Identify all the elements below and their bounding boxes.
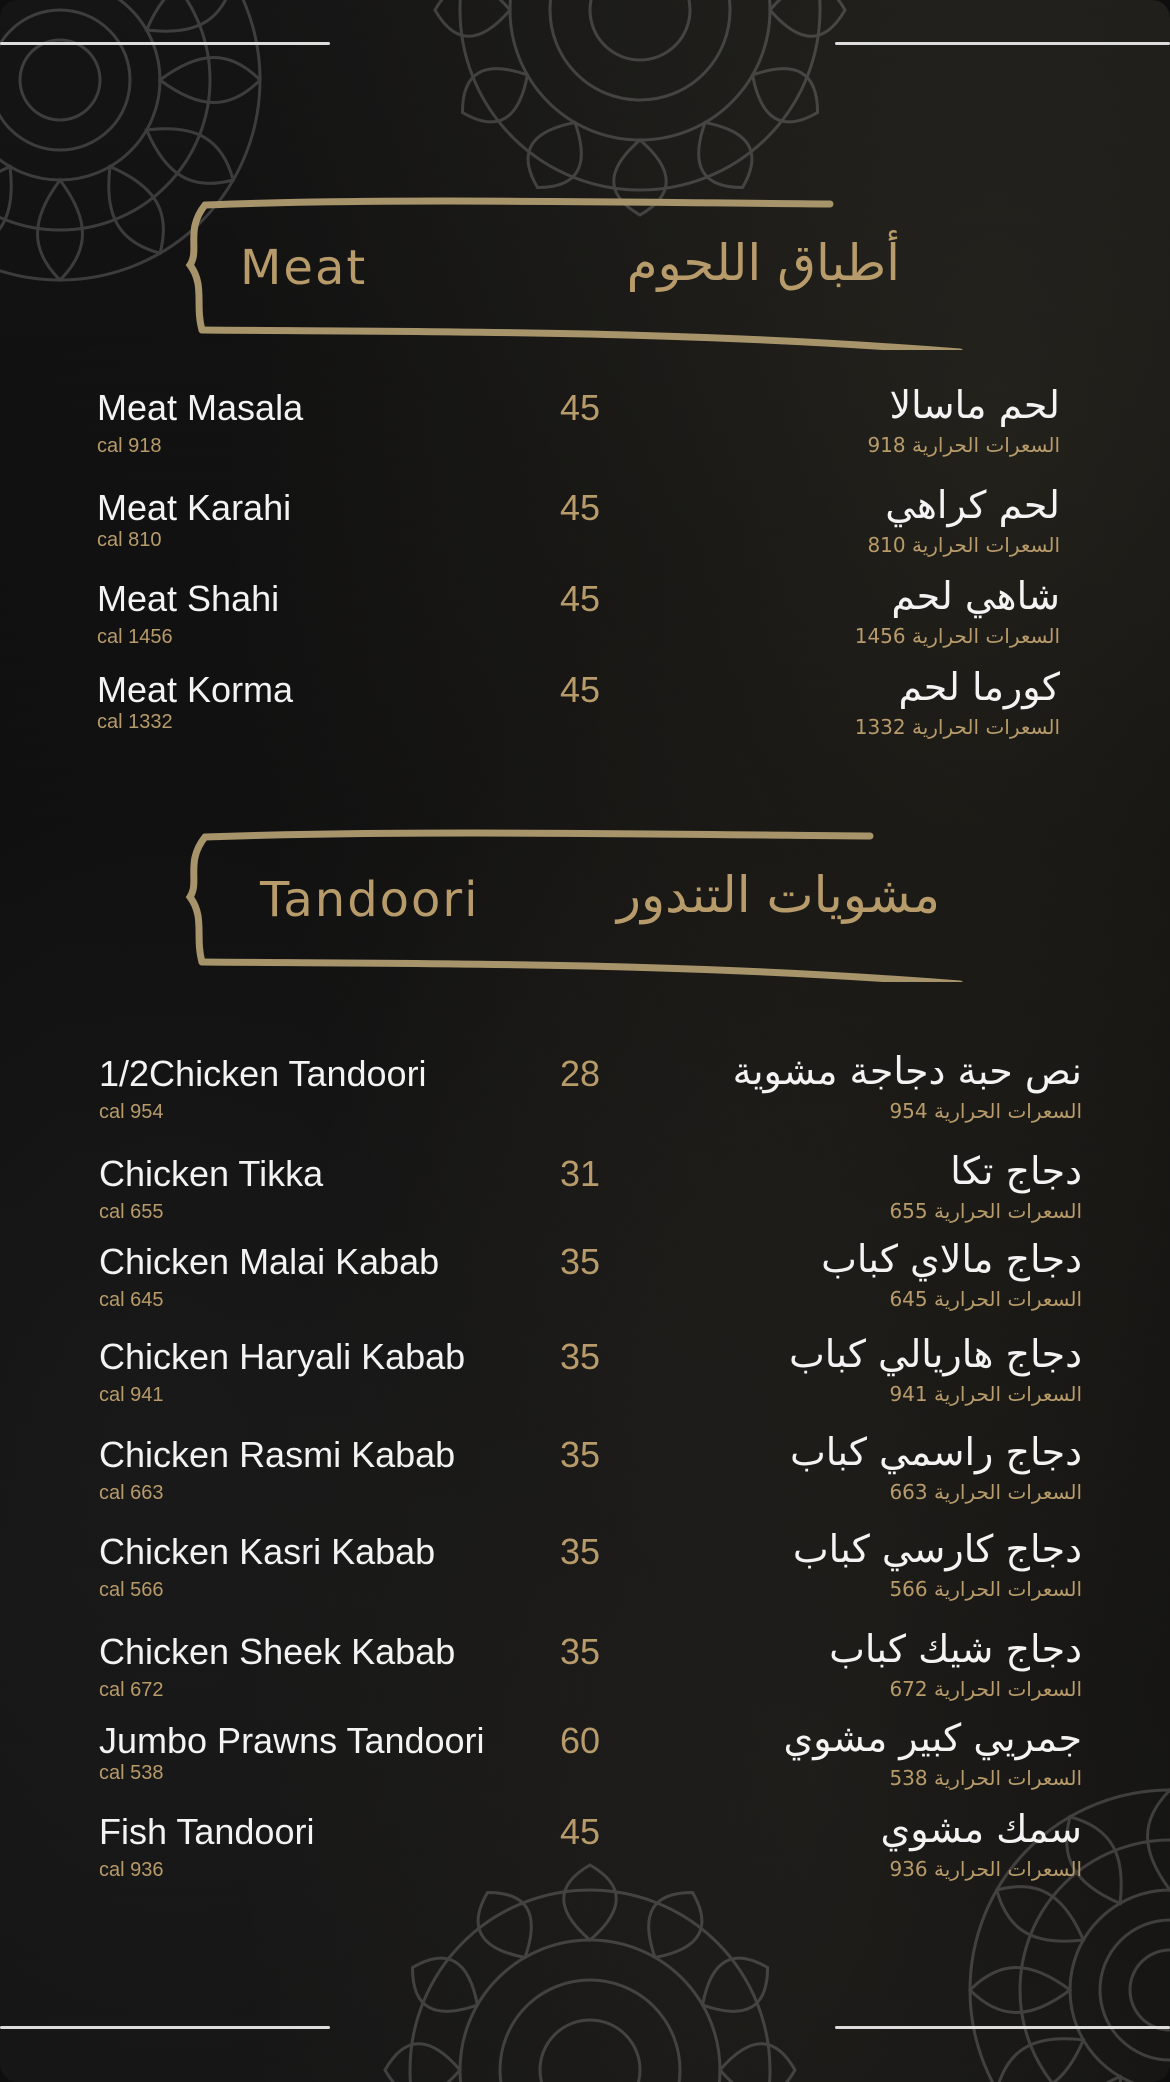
section-banner-tandoori <box>180 822 970 982</box>
bottom-right-rule <box>835 2026 1170 2029</box>
item-name-en: Chicken Tikka <box>99 1153 324 1194</box>
item-calories-en: cal 672 <box>99 1679 164 1701</box>
item-price: 35 <box>560 1241 601 1282</box>
item-calories-en: cal 645 <box>99 1289 164 1311</box>
item-name-en: Jumbo Prawns Tandoori <box>99 1720 485 1761</box>
menu-item <box>0 383 1170 487</box>
item-price: 45 <box>560 487 601 528</box>
menu-item <box>0 483 1170 587</box>
item-price: 45 <box>560 669 601 710</box>
item-calories-en: cal 566 <box>99 1579 164 1601</box>
menu-item <box>0 1430 1170 1534</box>
item-calories-ar: السعرات الحرارية 1332 <box>854 715 1060 739</box>
item-calories-ar: السعرات الحرارية 954 <box>889 1099 1082 1123</box>
section-title-ar: مشويات التندور <box>616 866 940 924</box>
section-title-en: Tandoori <box>260 872 480 928</box>
menu-item <box>0 1807 1170 1911</box>
item-price: 35 <box>560 1434 601 1475</box>
item-calories-ar: السعرات الحرارية 538 <box>889 1766 1082 1790</box>
item-price: 28 <box>560 1053 601 1094</box>
item-name-ar: دجاج هاريالي كباب <box>789 1332 1082 1376</box>
item-calories-ar: السعرات الحرارية 941 <box>889 1382 1082 1406</box>
item-calories-ar: السعرات الحرارية 566 <box>889 1577 1082 1601</box>
mandala-top-center-ornament <box>430 0 850 220</box>
item-price: 45 <box>560 1811 601 1852</box>
item-calories-en: cal 810 <box>97 529 162 551</box>
item-name-ar: لحم كراهي <box>885 483 1060 527</box>
menu-item <box>0 1332 1170 1436</box>
item-price: 45 <box>560 387 601 428</box>
item-name-ar: سمك مشوي <box>880 1807 1082 1851</box>
top-left-rule <box>0 42 330 45</box>
item-calories-ar: السعرات الحرارية 918 <box>867 433 1060 457</box>
item-price: 35 <box>560 1531 601 1572</box>
item-name-en: Chicken Sheek Kabab <box>99 1631 456 1672</box>
item-name-ar: دجاج راسمي كباب <box>790 1430 1082 1474</box>
menu-item <box>0 1527 1170 1631</box>
item-price: 35 <box>560 1631 601 1672</box>
item-calories-ar: السعرات الحرارية 645 <box>889 1287 1082 1311</box>
menu-item <box>0 574 1170 678</box>
menu-item <box>0 665 1170 769</box>
item-name-ar: دجاج تكا <box>950 1149 1082 1193</box>
item-name-en: Chicken Haryali Kabab <box>99 1336 466 1377</box>
item-calories-ar: السعرات الحرارية 655 <box>889 1199 1082 1223</box>
item-name-ar: لحم ماسالا <box>889 383 1060 427</box>
menu-item <box>0 1049 1170 1153</box>
item-price: 45 <box>560 578 601 619</box>
section-title-ar: أطباق اللحوم <box>626 234 900 292</box>
item-name-ar: نص حبة دجاجة مشوية <box>732 1049 1082 1093</box>
item-name-ar: جمريي كبير مشوي <box>783 1716 1082 1760</box>
item-name-en: 1/2Chicken Tandoori <box>99 1053 427 1094</box>
item-calories-ar: السعرات الحرارية 672 <box>889 1677 1082 1701</box>
item-calories-ar: السعرات الحرارية 936 <box>889 1857 1082 1881</box>
item-price: 31 <box>560 1153 601 1194</box>
item-calories-en: cal 1332 <box>97 711 173 733</box>
menu-item <box>0 1237 1170 1341</box>
item-name-ar: دجاج مالاي كباب <box>821 1237 1082 1281</box>
item-calories-ar: السعرات الحرارية 1456 <box>854 624 1060 648</box>
item-name-en: Meat Shahi <box>97 578 280 619</box>
item-name-en: Chicken Rasmi Kabab <box>99 1434 456 1475</box>
item-calories-en: cal 663 <box>99 1482 164 1504</box>
bottom-left-rule <box>0 2026 330 2029</box>
item-name-en: Fish Tandoori <box>99 1811 315 1852</box>
item-calories-en: cal 954 <box>99 1101 164 1123</box>
item-calories-en: cal 538 <box>99 1762 164 1784</box>
item-calories-ar: السعرات الحرارية 810 <box>867 533 1060 557</box>
item-price: 60 <box>560 1720 601 1761</box>
item-name-en: Chicken Kasri Kabab <box>99 1531 436 1572</box>
item-calories-en: cal 918 <box>97 435 162 457</box>
item-price: 35 <box>560 1336 601 1377</box>
top-right-rule <box>835 42 1170 45</box>
item-calories-en: cal 941 <box>99 1384 164 1406</box>
item-name-ar: شاهي لحم <box>891 574 1060 618</box>
menu-item <box>0 1716 1170 1820</box>
item-name-ar: دجاج كارسي كباب <box>792 1527 1082 1571</box>
section-banner-meat <box>180 190 970 350</box>
item-name-en: Meat Korma <box>97 669 294 710</box>
item-name-ar: كورما لحم <box>898 665 1060 709</box>
item-name-en: Meat Masala <box>97 387 304 428</box>
item-name-ar: دجاج شيك كباب <box>829 1627 1082 1671</box>
item-name-en: Chicken Malai Kabab <box>99 1241 440 1282</box>
item-calories-en: cal 936 <box>99 1859 164 1881</box>
item-name-en: Meat Karahi <box>97 487 292 528</box>
item-calories-en: cal 1456 <box>97 626 173 648</box>
item-calories-ar: السعرات الحرارية 663 <box>889 1480 1082 1504</box>
item-calories-en: cal 655 <box>99 1201 164 1223</box>
section-title-en: Meat <box>240 240 368 296</box>
